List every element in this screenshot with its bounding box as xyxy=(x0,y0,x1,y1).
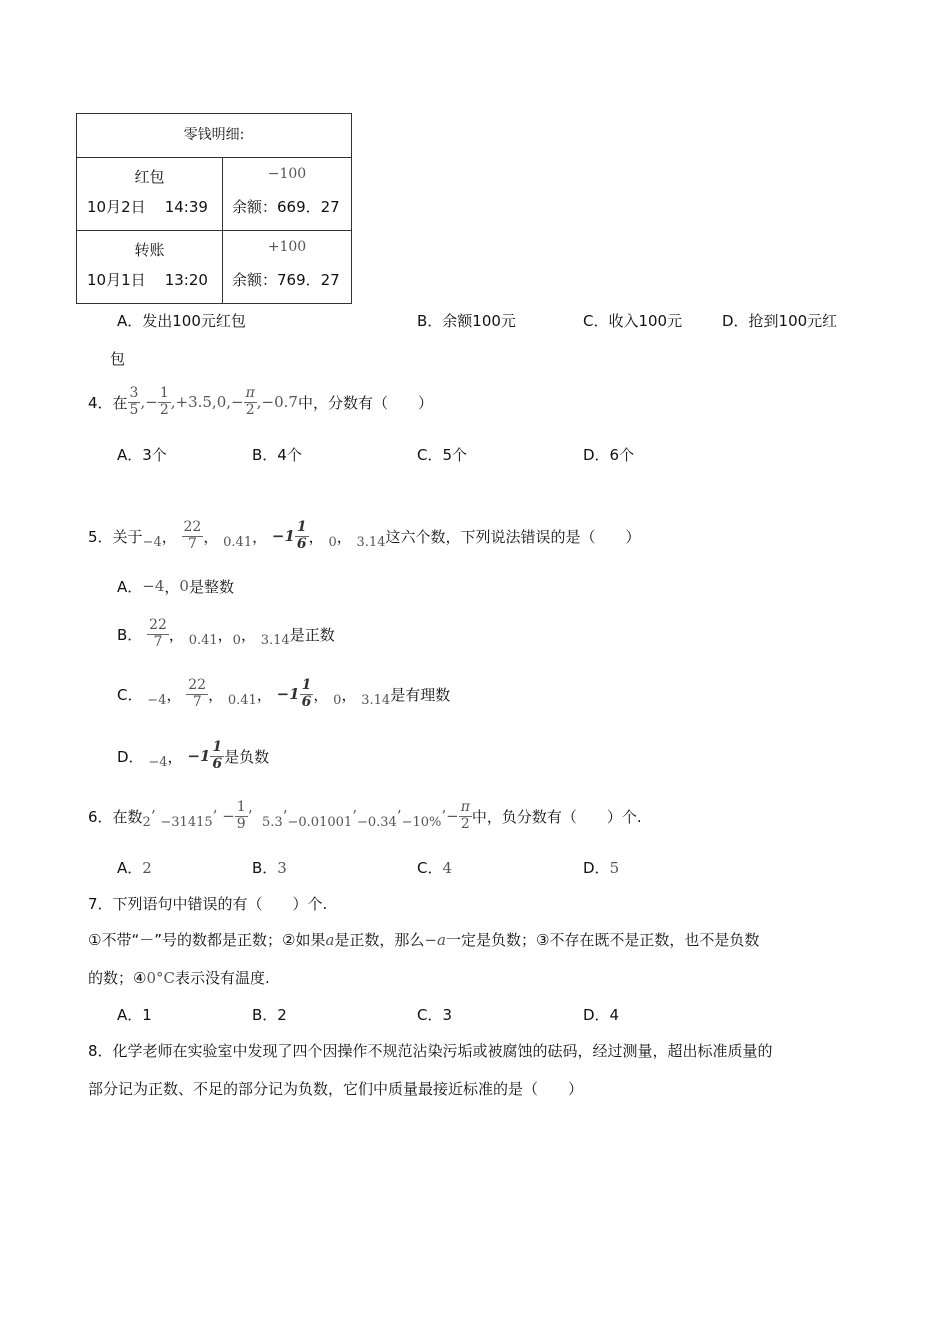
q7-option-d: D．4 xyxy=(583,1006,620,1024)
transaction-type: 红包 xyxy=(134,168,165,186)
table-cell xyxy=(223,158,351,230)
table-cell xyxy=(77,158,223,230)
q5-stem: 5．关于 −4 ， $\frac{22}{7}$ ， 0.41 ， −1 $\frac{1}{6}$ ， 0 ， 3.14 这六个数，下列说法错误的是（ ） xyxy=(88,519,641,552)
q4-option-b: B．4个 xyxy=(252,446,302,464)
q6-option-d: D．5 xyxy=(583,859,620,877)
q5-option-d: D． −4 ， −1 $\frac{1}{6}$ 是负数 xyxy=(117,739,270,772)
q5-option-b: B． $\frac{22}{7}$ ， 0.41 ， 0 ， 3.14 是正数 xyxy=(117,617,335,650)
balance: 余额：769．27 xyxy=(232,271,340,289)
fraction: $\frac{3}{5}$ xyxy=(129,385,139,418)
transaction-type: 转账 xyxy=(134,241,165,259)
q6-option-b: B．3 xyxy=(252,859,287,877)
table-cell xyxy=(223,231,351,303)
change-detail-table xyxy=(76,113,352,304)
q4-option-d: D．6个 xyxy=(583,446,635,464)
q6-stem: 6．在数 2 ’ −31415 ’ − $\frac{1}{9}$ ’ 5.3 ’ −0.01001 ’ −0.34 ’ −10% ’ − $\frac{\pi}{2}$ 中，负分数有（ ）个. xyxy=(88,799,642,832)
q5-option-a: A． −4 ， 0 是整数 xyxy=(117,577,234,596)
fraction: $\frac{22}{7}$ xyxy=(183,519,202,552)
mixed-fraction: $\frac{1}{6}$ xyxy=(301,677,312,710)
q3-option-d: D．抢到100元红 xyxy=(722,312,838,330)
fraction: $\frac{22}{7}$ xyxy=(188,677,207,710)
table-cell xyxy=(77,231,223,303)
q7-statement-line2: 的数；④0°C表示没有温度. xyxy=(88,969,270,987)
q7-option-a: A．1 xyxy=(117,1006,152,1024)
q4-option-a: A．3个 xyxy=(117,446,167,464)
fraction: $\frac{\pi}{2}$ xyxy=(245,385,255,418)
q7-option-b: B．2 xyxy=(252,1006,287,1024)
transaction-datetime: 10月1日 13:20 xyxy=(87,271,208,289)
q8-stem-line1: 8．化学老师在实验室中发现了四个因操作不规范沾染污垢或被腐蚀的砝码，经过测量，超出标准质量的 xyxy=(88,1042,773,1060)
q4-option-c: C．5个 xyxy=(417,446,468,464)
q7-stem: 7．下列语句中错误的有（ ）个. xyxy=(88,895,328,913)
fraction: $\frac{1}{2}$ xyxy=(159,385,169,418)
q4-stem: 4．在 $\frac{3}{5}$ ,− $\frac{1}{2}$ ,+3.5,0,− $\frac{\pi}{2}$ ,−0.7 中，分数有（ ） xyxy=(88,385,433,418)
table-row xyxy=(77,231,351,303)
q3-option-d-continued: 包 xyxy=(110,350,126,368)
fraction: $\frac{22}{7}$ xyxy=(149,617,167,650)
table-header: 零钱明细: xyxy=(77,114,351,158)
transaction-amount: −100 xyxy=(267,166,307,182)
q7-option-c: C．3 xyxy=(417,1006,453,1024)
q3-option-c: C．收入100元 xyxy=(583,312,683,330)
q6-option-a: A．2 xyxy=(117,859,152,877)
q3-option-b: B．余额100元 xyxy=(417,312,516,330)
fraction: $\frac{1}{9}$ xyxy=(236,799,246,832)
q8-stem-line2: 部分记为正数、不足的部分记为负数，它们中质量最接近标准的是（ ） xyxy=(88,1080,584,1098)
transaction-amount: +100 xyxy=(267,239,307,255)
table-row xyxy=(77,158,351,231)
transaction-datetime: 10月2日 14:39 xyxy=(87,198,208,216)
mixed-fraction: $\frac{1}{6}$ xyxy=(296,519,307,552)
q5-option-c: C． −4 ， $\frac{22}{7}$ ， 0.41 ， −1 $\frac{1}{6}$ ， 0 ， 3.14 是有理数 xyxy=(117,677,451,710)
q6-option-c: C．4 xyxy=(417,859,453,877)
balance: 余额：669．27 xyxy=(232,198,340,216)
fraction: $\frac{\pi}{2}$ xyxy=(460,799,470,832)
q7-statement-line1: ①不带“－”号的数都是正数；②如果a是正数，那么−a一定是负数；③不存在既不是正数，也不是负数 xyxy=(88,931,760,949)
q3-option-a: A．发出100元红包 xyxy=(117,312,246,330)
mixed-fraction: $\frac{1}{6}$ xyxy=(212,739,223,772)
